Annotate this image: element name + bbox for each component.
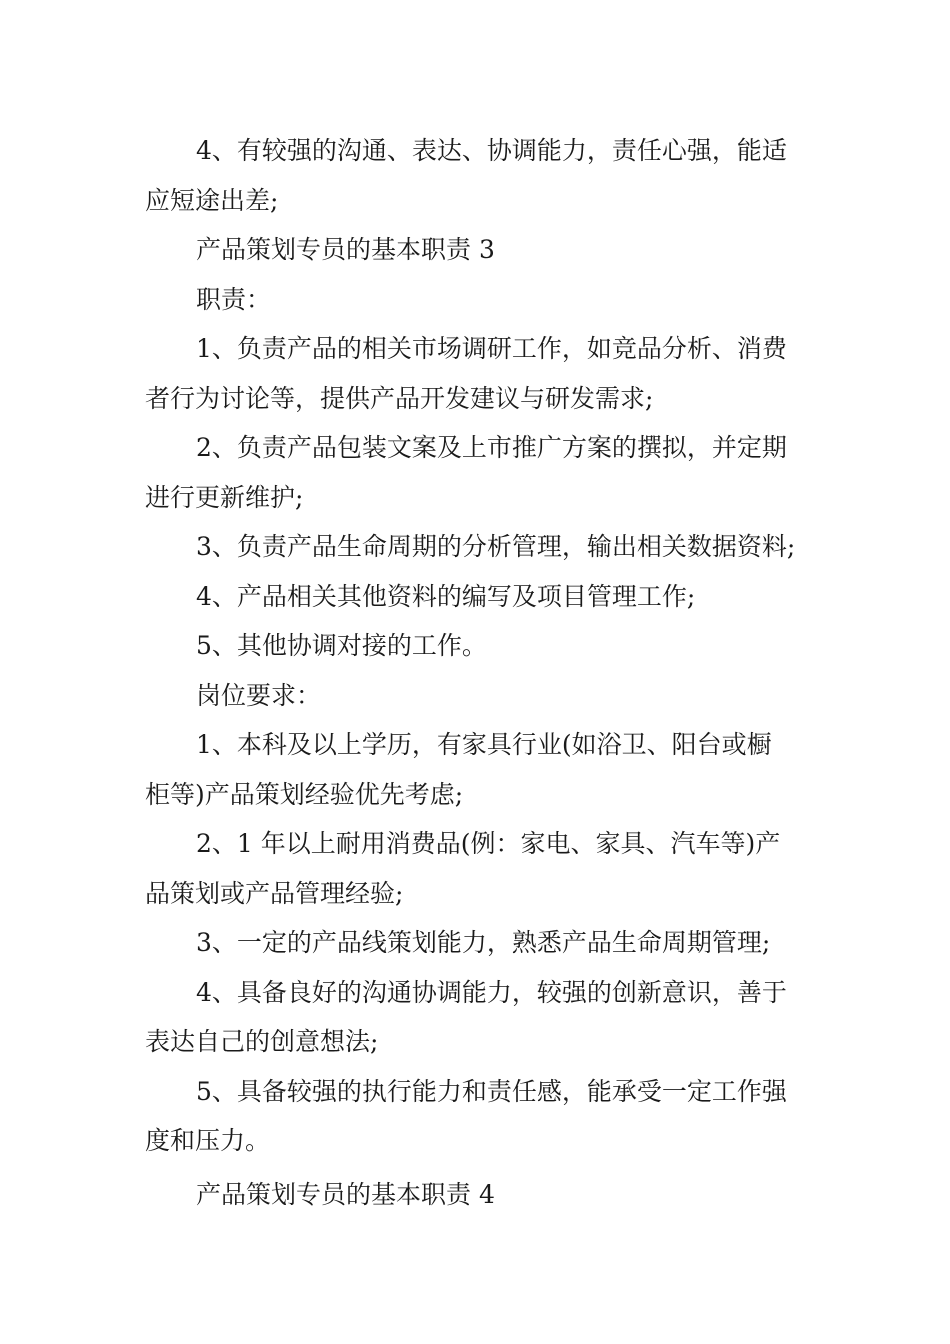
- text-line: 岗位要求：: [196, 681, 322, 710]
- text-line: 1、负责产品的相关市场调研工作，如竞品分析、消费: [196, 334, 787, 363]
- text-line: 表达自己的创意想法;: [145, 1027, 379, 1056]
- text-line: 4、具备良好的沟通协调能力，较强的创新意识，善于: [196, 978, 787, 1007]
- text-line: 1、本科及以上学历，有家具行业(如浴卫、阳台或橱: [196, 730, 772, 759]
- text-line: 柜等)产品策划经验优先考虑;: [145, 780, 464, 809]
- section-heading: 产品策划专员的基本职责 4: [196, 1180, 495, 1209]
- text-line: 3、一定的产品线策划能力，熟悉产品生命周期管理;: [196, 928, 771, 957]
- text-line: 品策划或产品管理经验;: [145, 879, 404, 908]
- section-heading: 产品策划专员的基本职责 3: [196, 235, 495, 264]
- text-line: 职责：: [196, 285, 272, 314]
- text-line: 2、负责产品包装文案及上市推广方案的撰拟，并定期: [196, 433, 787, 462]
- text-line: 2、1 年以上耐用消费品(例：家电、家具、汽车等)产: [196, 829, 781, 858]
- text-line: 进行更新维护;: [145, 483, 304, 512]
- text-line: 3、负责产品生命周期的分析管理，输出相关数据资料;: [196, 532, 796, 561]
- text-line: 度和压力。: [145, 1126, 271, 1155]
- text-line: 5、具备较强的执行能力和责任感，能承受一定工作强: [196, 1077, 787, 1106]
- text-line: 4、产品相关其他资料的编写及项目管理工作;: [196, 582, 696, 611]
- text-line: 4、有较强的沟通、表达、协调能力，责任心强，能适: [196, 136, 787, 165]
- text-line: 5、其他协调对接的工作。: [196, 631, 487, 660]
- text-line: 者行为讨论等，提供产品开发建议与研发需求;: [145, 384, 654, 413]
- text-line: 应短途出差;: [145, 186, 279, 215]
